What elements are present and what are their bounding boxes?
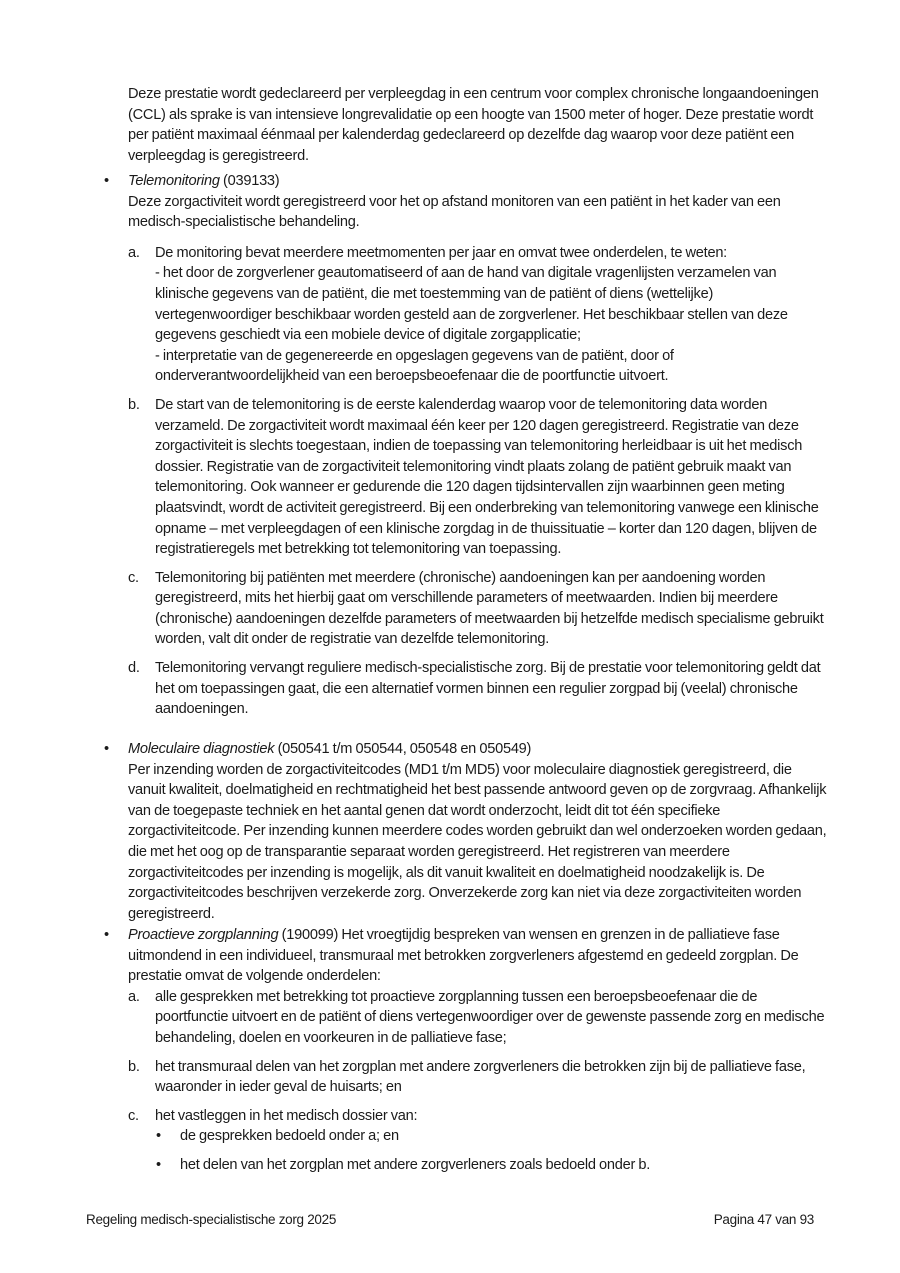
- section-moleculaire-diagnostiek: [104, 739, 828, 924]
- list-item-b: [128, 395, 828, 560]
- list-item-a: [128, 987, 828, 1049]
- item-text: De start van de telemonitoring is de eerste kalenderdag waarop voor de telemonitoring data worden verzameld. De zorgactiviteit wordt maximaal één keer per 120 dagen geregistreerd. Registratie van deze zorgactiviteit is slechts toegestaan, indien de toepassing van telemonitoring herleidbaar is uit het medisch dossier. Registratie van de zorgactiviteit telemonitoring vindt plaats zolang de patiënt gebruik maakt van telemonitoring. Ook wanneer er gedurende die 120 dagen tijdsintervallen zijn waarbinnen geen meting plaatsvindt, wordt de activiteit geregistreerd. Bij een onderbreking van telemonitoring vanwege een klinische opname – met verpleegdagen of een klinische zorgdag in de thuissituatie – korter dan 120 dagen, blijven de registratieregels met betrekking tot telemonitoring van toepassing.: [155, 396, 819, 558]
- list-item-d: [128, 658, 828, 720]
- section-proactieve-zorgplanning: [104, 925, 828, 1176]
- section-heading: [128, 925, 828, 987]
- bullet-icon: •: [156, 1128, 161, 1145]
- footer-document-title: Regeling medisch-specialistische zorg 2025: [86, 1212, 337, 1227]
- sub-list-item: [155, 1155, 828, 1176]
- item-label: a.: [128, 988, 140, 1005]
- item-text: het vastleggen in het medisch dossier van:: [155, 1107, 418, 1124]
- bullet-icon: •: [104, 927, 109, 943]
- item-text: Telemonitoring bij patiënten met meerdere (chronische) aandoeningen kan per aandoening worden geregistreerd, mits het hierbij gaat om verschillende parameters of meetwaarden. Indien bij meerdere (chronische) aandoeningen dezelfde parameters of meetwaarden bij hetzelfde medisch specialisme gebruikt worden, valt dit onder de registratie van dezelfde telemonitoring.: [155, 569, 824, 648]
- item-label: a.: [128, 244, 140, 261]
- bullet-icon: •: [156, 1156, 161, 1173]
- list-item-a: [128, 243, 828, 387]
- item-text: - interpretatie van de gegenereerde en opgeslagen gegevens van de patiënt, door of onderverantwoordelijkheid van een beroepsbeoefenaar die de poortfunctie uitvoert.: [155, 347, 674, 385]
- intro-text: Deze prestatie wordt gedeclareerd per verpleegdag in een centrum voor complex chronische longaandoeningen (CCL) als sprake is van intensieve longrevalidatie op een hoogte van 1500 meter of hoger. Deze prestatie wordt per patiënt maximaal éénmaal per kalenderdag gedeclareerd op dezelfde dag waarop voor deze patiënt een verpleegdag is geregistreerd.: [128, 86, 819, 164]
- section-title: Proactieve zorgplanning: [128, 927, 279, 943]
- section-description: Per inzending worden de zorgactiviteitcodes (MD1 t/m MD5) voor moleculaire diagnostiek geregistreerd, die vanuit kwaliteit, doelmatigheid en rechtmatigheid het best passende antwoord geven op de zorgvraag. Afhankelijk van de toegepaste techniek en het aantal genen dat wordt onderzocht, leidt dit tot één specifieke zorgactiviteitcode. Per inzending kunnen meerdere codes worden gebruikt dan wel onderzoeken worden gedaan, die met het oog op de transparantie separaat worden geregistreerd. Het registreren van meerdere zorgactiviteitcodes per inzending is mogelijk, als dit vanuit kwaliteit en doelmatigheid noodzakelijk is. De zorgactiviteitcodes beschrijven verzekerde zorg. Onverzekerde zorg kan niet via deze zorgactiviteiten worden geregistreerd.: [128, 761, 827, 922]
- list-item-c: [128, 568, 828, 650]
- item-text: Telemonitoring vervangt reguliere medisch-specialistische zorg. Bij de prestatie voor telemonitoring geldt dat het om toepassingen gaat, die een alternatief vormen binnen een regulier zorgpad bij (veelal) chronische aandoeningen.: [155, 660, 821, 718]
- item-text: het transmuraal delen van het zorgplan met andere zorgverleners die betrokken zijn bij de palliatieve fase, waaronder in ieder geval de huisarts; en: [155, 1058, 806, 1096]
- bullet-icon: •: [104, 741, 109, 757]
- intro-paragraph: [128, 84, 828, 166]
- sub-item-text: het delen van het zorgplan met andere zorgverleners zoals bedoeld onder b.: [180, 1156, 651, 1173]
- item-label: b.: [128, 396, 140, 413]
- section-telemonitoring: [104, 171, 828, 720]
- footer-page-number: Pagina 47 van 93: [713, 1212, 814, 1227]
- sub-item-text: de gesprekken bedoeld onder a; en: [180, 1128, 399, 1145]
- sub-list-item: [155, 1126, 828, 1147]
- section-heading: [128, 739, 828, 760]
- item-label: c.: [128, 569, 139, 586]
- item-label: d.: [128, 660, 140, 677]
- section-code: (190099) Het vroegtijdig bespreken van wensen en grenzen in de palliatieve fase uitmondend in een individueel, transmuraal met betrokken zorgverleners afgestemd en gedeeld zorgplan. De prestatie omvat de volgende onderdelen:: [128, 927, 799, 985]
- section-code: (039133): [219, 173, 280, 189]
- bullet-icon: •: [104, 173, 109, 189]
- list-item-c: [128, 1106, 828, 1176]
- section-title: Telemonitoring: [128, 173, 220, 189]
- section-description: Deze zorgactiviteit wordt geregistreerd voor het op afstand monitoren van een patiënt in het kader van een medisch-specialistische behandeling.: [128, 193, 781, 231]
- item-text: - het door de zorgverlener geautomatiseerd of aan de hand van digitale vragenlijsten verzamelen van klinische gegevens van de patiënt, die met toestemming van de patiënt of diens (wettelijke) vertegenwoordiger beschikbaar worden gesteld aan de zorgverlener. Het beschikbaar stellen van deze gegevens geschiedt via een mobiele device of digitale zorgapplicatie;: [155, 265, 788, 344]
- item-label: c.: [128, 1107, 139, 1124]
- section-title: Moleculaire diagnostiek: [128, 741, 275, 757]
- item-text: alle gesprekken met betrekking tot proactieve zorgplanning tussen een beroepsbeoefenaar die de poortfunctie uitvoert en de patiënt of diens vertegenwoordiger over de gewenste passende zorg en medische behandeling, doelen en voorkeuren in de palliatieve fase;: [155, 988, 825, 1046]
- list-item-b: [128, 1057, 828, 1098]
- item-label: b.: [128, 1058, 140, 1075]
- item-text: De monitoring bevat meerdere meetmomenten per jaar en omvat twee onderdelen, te weten:: [155, 244, 727, 261]
- section-heading: [128, 171, 828, 192]
- section-code: (050541 t/m 050544, 050548 en 050549): [274, 741, 532, 757]
